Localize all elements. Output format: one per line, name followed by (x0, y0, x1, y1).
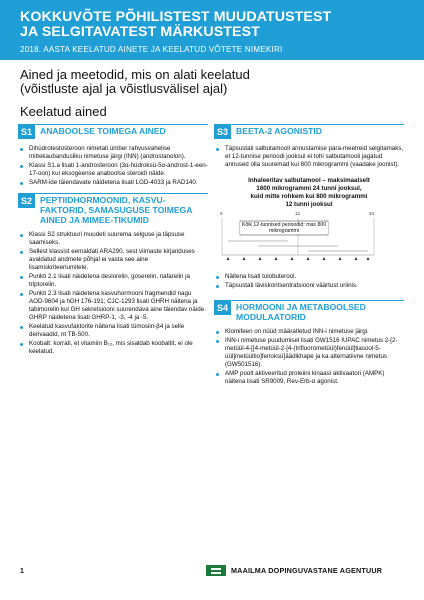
list-item: Dihüdrotestosteroon nimetati ümber rahvusvahelise mittekaubandusliku nimetuse järgi (INN) (androstanolon). (18, 145, 208, 161)
section-s4 (214, 300, 404, 386)
section-s2-header (18, 193, 208, 225)
left-column (18, 124, 208, 357)
section-s2 (18, 193, 208, 356)
page-number: 1 (20, 568, 24, 575)
list-item: Klomifeen on nüüd määratletud INN-i nimetuse järgi. (214, 328, 404, 336)
dose-marker (259, 257, 262, 260)
wada-logo (206, 565, 382, 576)
section-heading: Keelatud ained (20, 104, 107, 119)
section-s2-list (18, 231, 208, 356)
timeline-svg (218, 211, 378, 269)
section-s3-title: BEETA-2 AGONISTID (236, 126, 322, 136)
list-item: Klassi S1.a lisati 1-androsteroon (3α-hüdroksü-5α-androst-1-een-17-oon) kui eksogeense anaboolse steroidi näide. (18, 162, 208, 178)
section-s3-badge: S3 (214, 125, 231, 139)
dose-marker (291, 257, 294, 260)
salbutamol-box (214, 177, 404, 209)
chart-tick-label: 24 (369, 211, 375, 216)
list-item: Täpsustati salbutamooli annustamise para-meetreid selgitamaks, et 12-tunnise perioodi jooksul ei tohi salbutamooli jagatud annused olla suuremad kui 800 mikrogrammi (vaadake joonist). (214, 145, 404, 169)
list-item: Punkti 2.3 lisati näidetena kasvuhormooni fragmendid nagu AOD-9604 ja hGH 176-191; CJC-1293 lisati GHRH näitena ja tabimorelin kui GH sekretsiooni suurendava aine täiendav näide. GHRP näidetena lisati GHRP-1, -3, -4 ja -5. (18, 290, 208, 322)
salbutamol-timeline-chart (218, 211, 378, 269)
header-title-line2: JA SELGITAVATEST MÄRKUSTEST (20, 24, 260, 40)
section-s1-header (18, 124, 208, 139)
list-item: Klassi S2 struktuuri muudeti suurema selguse ja täpsuse saamiseks. (18, 231, 208, 247)
wada-logo-icon (206, 565, 226, 576)
list-item: INN-i nimetuse puudumisel lisati GW1516 IUPAC nimetus 2-[2-metüül-4-[[4-metüül-2-[4-(trifluorometüül)fenüül]tiasool-5-üül]metüültio]fenoksü]äädikhape ja ka alternatiivne nimetus (GW501516). (214, 337, 404, 369)
section-s1-badge: S1 (18, 125, 35, 139)
agency-name: MAAILMA DOPINGUVASTANE AGENTUUR (231, 566, 383, 575)
section-s3-list-bottom (214, 273, 404, 290)
list-item: Sellest klassist eemaldati ARA290, sest viimaste kirjanduses avaldatud andmete põhjal ei vasta see aine lisamiskriteeriumitele. (18, 248, 208, 272)
section-s3-header (214, 124, 404, 139)
section-s3-list-top (214, 145, 404, 169)
list-item: Täpsustati läviskontsentratsiooni väärtust uriinis. (214, 282, 404, 290)
section-s2-badge: S2 (18, 194, 35, 208)
section-s4-header (214, 300, 404, 322)
salbutamol-box-line4: 12 tunni jooksul (285, 201, 333, 208)
dose-marker (275, 257, 278, 260)
list-item: Keelatud kasvufaktorite näitena lisati tümosiin-β4 ja selle derivaadid, nt TB-500. (18, 323, 208, 339)
section-s4-list (214, 328, 404, 386)
salbutamol-box-line2: 1600 mikrogrammi 24 tunni jooksul, (256, 185, 362, 192)
list-item: Näitena lisati tulobuterool. (214, 273, 404, 281)
header-title-line1: KOKKUVÕTE PÕHILISTEST MUUDATUSTEST (20, 9, 332, 25)
salbutamol-box-line1: Inhaleeritav salbutamool – maksimaalselt (248, 177, 370, 184)
list-item: Punkti 2.1 lisati näidetena deslorelin, goserelin, nafarelin ja triptorelin. (18, 273, 208, 289)
section-s1 (18, 124, 208, 187)
list-item: Koobalt: korrati, et vitamiin B₁₂, mis sisaldab koobaltit, ei ole keelatud. (18, 340, 208, 356)
section-s3 (214, 124, 404, 290)
section-s4-badge: S4 (214, 301, 231, 315)
right-column (214, 124, 404, 387)
salbutamol-box-line3: kuid mitte rohkem kui 800 mikrogrammi (250, 193, 368, 200)
header-subtitle: 2018. AASTA KEELATUD AINETE JA KEELATUD VÕTETE NIMEKIRI (20, 45, 283, 54)
dose-marker (307, 257, 310, 260)
page-header (0, 0, 424, 60)
section-s2-title: PEPTIIDHORMOONID, KASVU-FAKTORID, SAMASUGUSE TOIMEGA AINED JA MIMEE-TIKUMID (40, 195, 193, 225)
dose-marker (339, 257, 342, 260)
dose-marker (227, 257, 230, 260)
list-item: SARM-ide täiendavate näidetena lisati LGD-4033 ja RAD140. (18, 179, 208, 187)
section-s4-title: HORMOONI JA METABOOLSED MODULAATORID (236, 302, 366, 322)
intro-heading (20, 68, 410, 96)
chart-tick-label: 0 (220, 211, 223, 216)
dose-marker (323, 257, 326, 260)
chart-annotation: Kõik 12-tunnised perioodid: max 800 mikrogrammi (241, 222, 327, 234)
dose-marker (367, 257, 370, 260)
intro-line1: Ained ja meetodid, mis on alati keelatud (20, 67, 250, 82)
intro-line2: (võistluste ajal ja võistlusvälisel ajal) (20, 81, 228, 96)
section-s1-list (18, 145, 208, 187)
dose-marker (243, 257, 246, 260)
dose-marker (355, 257, 358, 260)
timeline-dose-markers (227, 257, 370, 260)
section-s1-title: ANABOOLSE TOIMEGA AINED (40, 126, 166, 136)
list-item: AMP poolt aktiveeritud proteiini kinaasi aktivaatori (AMPK) näitena lisati SR9009, Rev-Erb-α agonist. (214, 370, 404, 386)
chart-tick-label: 12 (295, 211, 301, 216)
